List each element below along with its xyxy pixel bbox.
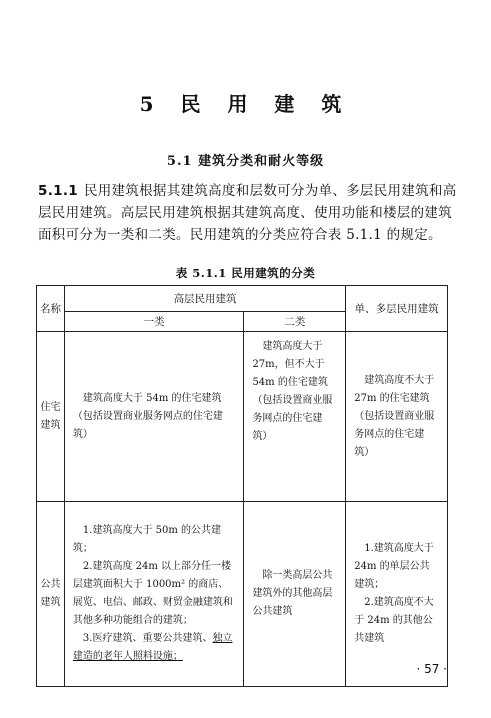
public-class2: 除一类高层公共建筑外的其他高层公共建筑 [244, 502, 346, 687]
clause-paragraph [38, 180, 458, 246]
public-class1 [64, 502, 244, 687]
residential-low-rise: 建筑高度不大于 27m 的住宅建筑（包括设置商业服务网点的住宅建筑） [346, 332, 448, 502]
residential-class2: 建筑高度大于 27m，但不大于 54m 的住宅建筑（包括设置商业服务网点的住宅建筑） [244, 332, 346, 502]
row-name-residential: 住宅 建筑 [37, 332, 65, 502]
table-row [37, 502, 448, 687]
public-low-rise-item: 2.建筑高度不大于 24m 的其他公共建筑 [354, 597, 434, 644]
public-class1-item: 1.建筑高度大于 50m 的公共建筑； [72, 525, 222, 554]
clause-text: 民用建筑根据其建筑高度和层数可分为单、多层民用建筑和高层民用建筑。高层民用建筑根据其建筑高度、使用功能和楼层的建筑面积可分为一类和二类。民用建筑的分类应符合表 5.1.1 的规定。 [38, 183, 457, 243]
table-caption: 表 5.1.1 民用建筑的分类 [175, 266, 316, 280]
public-low-rise [346, 502, 448, 687]
public-class1-item: 3.医疗建筑、重要公共建筑、独立建造的老年人照料设施； [72, 633, 233, 662]
table-row [37, 332, 448, 502]
public-class1-item: 2.建筑高度 24m 以上部分任一楼层建筑面积大于 1000m² 的商店、展览、电信、邮政、财贸金融建筑和其他多种功能组合的建筑； [72, 561, 233, 626]
classification-table [36, 285, 448, 687]
public-low-rise-item: 1.建筑高度大于 24m 的单层公共建筑； [354, 543, 434, 590]
residential-class1: 建筑高度大于 54m 的住宅建筑（包括设置商业服务网点的住宅建筑） [64, 332, 244, 502]
section-title: 5.1 建筑分类和耐火等级 [166, 154, 325, 169]
header-class1: 一类 [64, 312, 244, 332]
header-name: 名称 [37, 286, 65, 332]
chapter-title: 5 民 用 建 筑 [139, 92, 352, 116]
header-high-rise: 高层民用建筑 [64, 286, 345, 312]
page-number: · 57 · [416, 662, 447, 676]
header-low-rise: 单、多层民用建筑 [346, 286, 448, 332]
header-class2: 二类 [244, 312, 346, 332]
clause-number: 5.1.1 [38, 183, 78, 199]
row-name-public: 公共 建筑 [37, 502, 65, 687]
